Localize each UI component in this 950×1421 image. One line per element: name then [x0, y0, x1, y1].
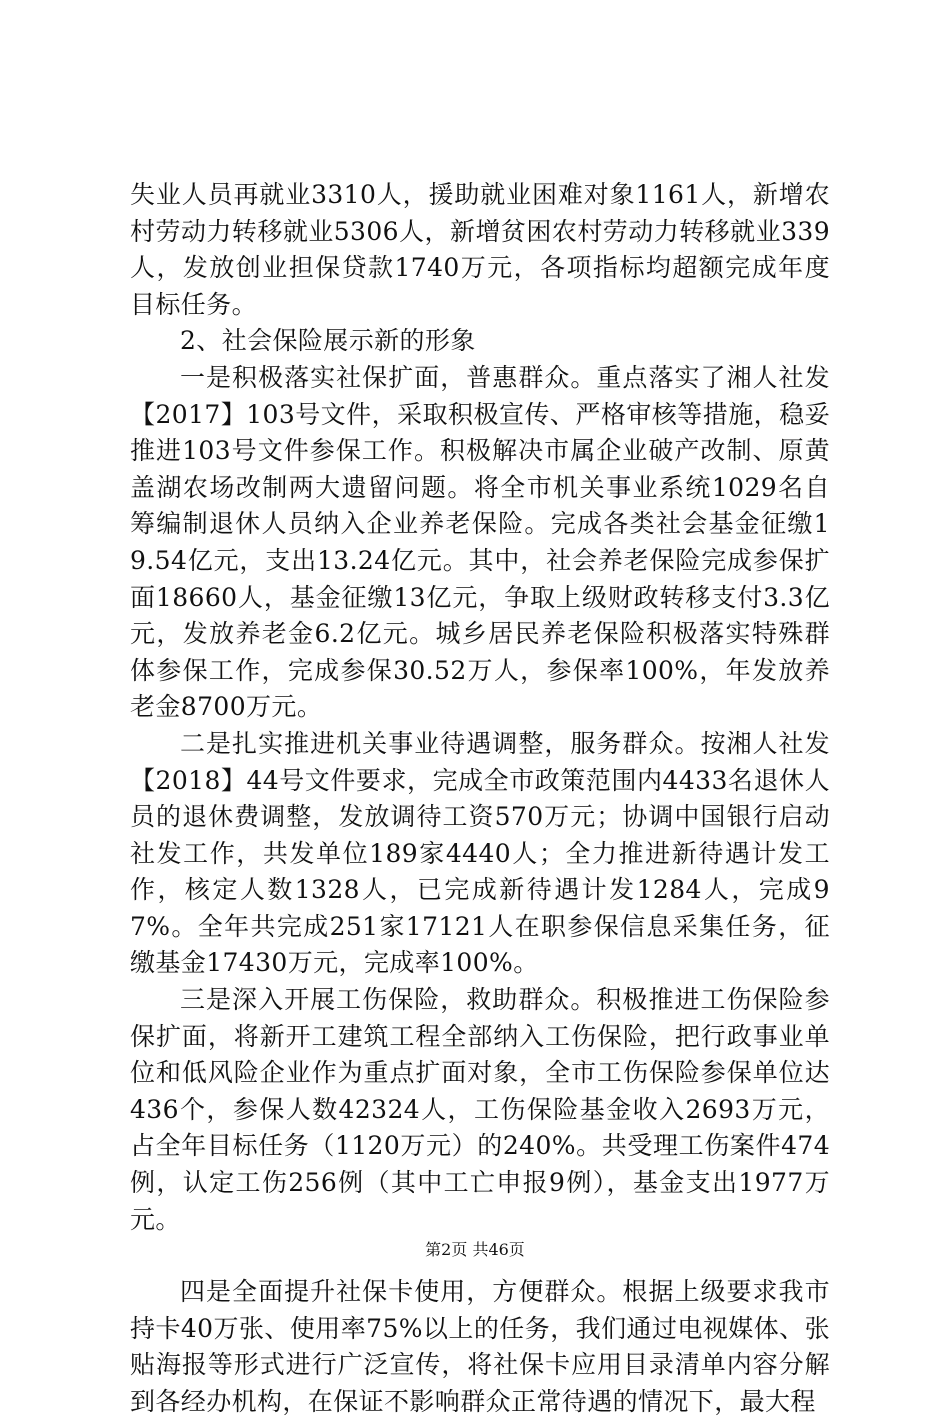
- paragraph-work-injury-insurance: 三是深入开展工伤保险，救助群众。积极推进工伤保险参保扩面，将新开工建筑工程全部纳入工伤保险，把行政事业单位和低风险企业作为重点扩面对象，全市工伤保险参保单位达436个，参保人数42324人，工伤保险基金收入2693万元，占全年目标任务（1120万元）的240%。共受理工伤案件474例，认定工伤256例（其中工亡申报9例），基金支出1977万元。: [130, 985, 830, 1234]
- page-number-label: 第2页 共46页: [425, 1240, 525, 1259]
- paragraph-social-security-expansion: 一是积极落实社保扩面，普惠群众。重点落实了湘人社发【2017】103号文件，采取积极宣传、严格审核等措施，稳妥推进103号文件参保工作。积极解决市属企业破产改制、原黄盖湖农场改制两大遗留问题。将全市机关事业系统1029名自筹编制退休人员纳入企业养老保险。完成各类社会基金征缴19.54亿元，支出13.24亿元。其中，社会养老保险完成参保扩面18660人，基金征缴13亿元，争取上级财政转移支付3.3亿元，发放养老金6.2亿元。城乡居民养老保险积极落实特殊群体参保工作，完成参保30.52万人，参保率100%，年发放养老金8700万元。: [130, 362, 830, 722]
- paragraph-reemployment-summary: 失业人员再就业3310人，援助就业困难对象1161人，新增农村劳动力转移就业5306人，新增贫困农村劳动力转移就业339人，发放创业担保贷款1740万元，各项指标均超额完成年度目标任务。: [130, 180, 830, 319]
- document-body: [130, 177, 830, 1421]
- paragraph-social-security-card: 四是全面提升社保卡使用，方便群众。根据上级要求我市持卡40万张、使用率75%以上的任务，我们通过电视媒体、张贴海报等形式进行广泛宣传，将社保卡应用目录清单内容分解到各经办机构，在保证不影响群众正常待遇的情况下，最大程: [130, 1277, 830, 1416]
- paragraph-institution-benefits: 二是扎实推进机关事业待遇调整，服务群众。按湘人社发【2018】44号文件要求，完成全市政策范围内4433名退休人员的退休费调整，发放调待工资570万元；协调中国银行启动社发工作，共发单位189家4440人；全力推进新待遇计发工作，核定人数1328人，已完成新待遇计发1284人，完成97%。全年共完成251家17121人在职参保信息采集任务，征缴基金17430万元，完成率100%。: [130, 728, 830, 978]
- page-footer: [0, 1240, 950, 1260]
- section-heading-social-insurance: 2、社会保险展示新的形象: [180, 326, 476, 356]
